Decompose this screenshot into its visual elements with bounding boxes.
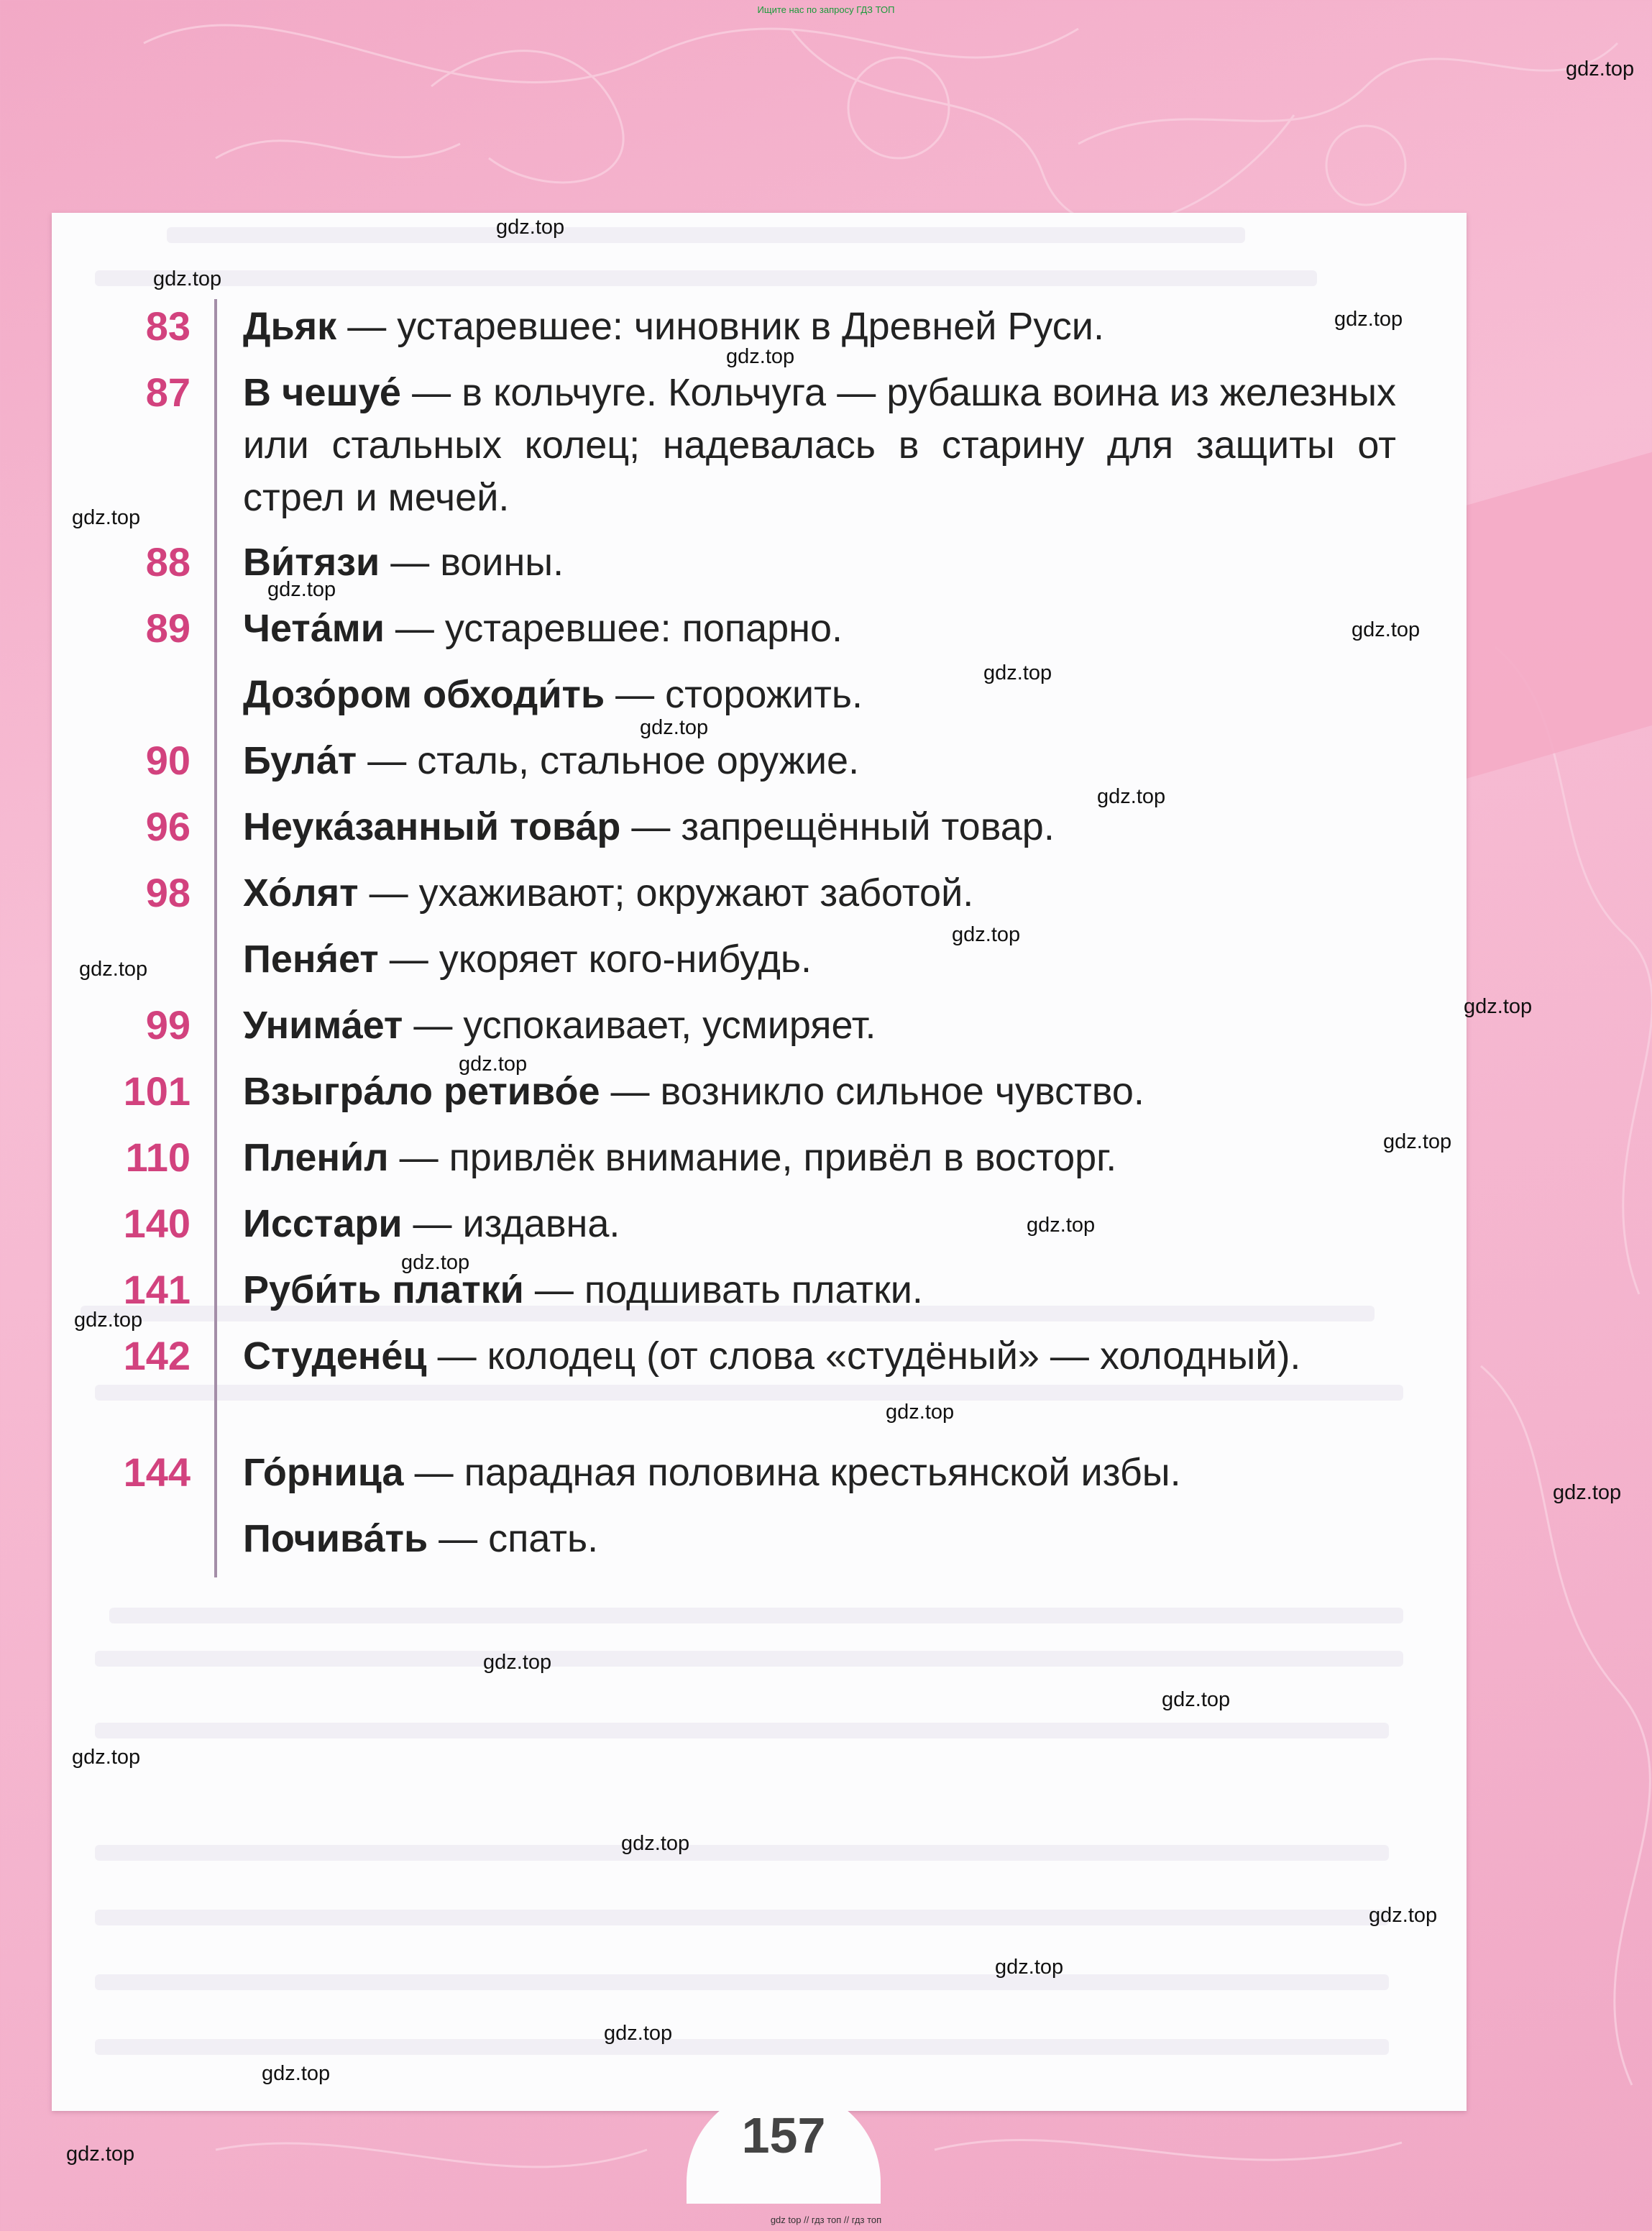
- watermark: gdz.top: [79, 958, 148, 981]
- entry-divider-line: [214, 299, 217, 1577]
- entry-definition: — сталь, стальное оружие.: [357, 739, 860, 782]
- entry-term: Исстари: [243, 1202, 403, 1245]
- watermark: gdz.top: [995, 1956, 1064, 1979]
- watermark: gdz.top: [1566, 58, 1635, 81]
- watermark: gdz.top: [401, 1251, 470, 1274]
- entry-term: Студене́ц: [243, 1334, 427, 1378]
- page-ref: 99: [145, 1002, 191, 1048]
- page-ref: 90: [145, 738, 191, 783]
- watermark: gdz.top: [640, 716, 709, 739]
- watermark: gdz.top: [72, 506, 141, 529]
- entry-definition: — сторожить.: [605, 673, 863, 716]
- watermark: gdz.top: [153, 267, 222, 290]
- page-ref: 96: [145, 804, 191, 849]
- watermark: gdz.top: [1553, 1481, 1622, 1504]
- entry-term: Го́рница: [243, 1451, 404, 1494]
- watermark: gdz.top: [886, 1401, 955, 1424]
- page-number: 157: [741, 2107, 826, 2163]
- watermark: gdz.top: [1027, 1214, 1096, 1237]
- watermark: gdz.top: [1352, 618, 1421, 641]
- watermark: gdz.top: [1334, 308, 1403, 331]
- page-ref: 140: [123, 1201, 191, 1246]
- page-ref: 89: [145, 605, 191, 651]
- entry-text: [243, 603, 1396, 655]
- entry-definition: — возникло сильное чувство.: [600, 1070, 1144, 1113]
- watermark: gdz.top: [604, 2022, 673, 2045]
- page-ref: 142: [123, 1333, 191, 1378]
- watermark: gdz.top: [1162, 1688, 1231, 1711]
- entry-definition: — укоряет кого-нибудь.: [378, 938, 812, 981]
- entry-text: [243, 1132, 1396, 1184]
- watermark: gdz.top: [72, 1746, 141, 1769]
- page-ref: 83: [145, 303, 191, 349]
- entry-term: Пеня́ет: [243, 938, 379, 981]
- entry-text: [243, 999, 1396, 1052]
- entry-definition: — издавна.: [402, 1202, 620, 1245]
- entry-definition: — парадная половина крестьянской избы.: [403, 1451, 1181, 1494]
- watermark: gdz.top: [1369, 1904, 1438, 1927]
- watermark: gdz.top: [459, 1053, 528, 1076]
- watermark: gdz.top: [621, 1832, 690, 1855]
- entry-term: Руби́ть платки́: [243, 1268, 524, 1311]
- page-ref: 110: [125, 1135, 191, 1180]
- watermark: gdz.top: [267, 578, 336, 601]
- entry-text: [243, 367, 1396, 524]
- bottom-note: gdz top // гдз топ // гдз топ: [770, 2214, 882, 2225]
- entry-definition: — привлёк внимание, привёл в восторг.: [388, 1136, 1117, 1179]
- entry-definition: — ухаживают; окружают заботой.: [358, 871, 974, 915]
- entry-text: [243, 1066, 1396, 1118]
- watermark: gdz.top: [496, 216, 565, 239]
- entry-text: [243, 669, 1396, 721]
- page-ref: 141: [123, 1267, 191, 1312]
- page-ref: 98: [145, 870, 191, 915]
- entry-text: [243, 801, 1396, 853]
- watermark: gdz.top: [983, 661, 1052, 684]
- watermark: gdz.top: [66, 2143, 135, 2166]
- entry-definition: — запрещённый товар.: [620, 805, 1055, 848]
- entry-term: Чета́ми: [243, 607, 385, 650]
- entry-term: Дьяк: [243, 305, 337, 348]
- entry-text: [243, 301, 1396, 353]
- entry-term: В чешуе́: [243, 371, 401, 414]
- entry-definition: — успокаивает, усмиряет.: [403, 1004, 876, 1047]
- entry-text: [243, 933, 1396, 986]
- entry-term: Почива́ть: [243, 1517, 428, 1560]
- entry-definition: — в кольчуге. Кольчуга — рубашка воина из железных или стальных колец; надевалась в старину для защиты от стрел и мечей.: [243, 371, 1397, 519]
- entry-term: Ви́тязи: [243, 541, 380, 584]
- entry-text: [243, 1330, 1396, 1383]
- page-ref: 101: [123, 1068, 191, 1114]
- entry-text: [243, 1447, 1396, 1499]
- entry-text: [243, 867, 1396, 920]
- watermark: gdz.top: [262, 2062, 331, 2085]
- entry-text: [243, 735, 1396, 787]
- entry-definition: — колодец (от слова «студёный» — холодный).: [426, 1334, 1301, 1378]
- watermark: gdz.top: [483, 1651, 552, 1674]
- watermark: gdz.top: [1097, 785, 1166, 808]
- entry-text: [243, 536, 1396, 589]
- watermark: gdz.top: [726, 345, 795, 368]
- entry-term: Взыгра́ло ретиво́е: [243, 1070, 600, 1113]
- entry-term: Унима́ет: [243, 1004, 403, 1047]
- watermark: gdz.top: [952, 923, 1021, 946]
- entry-term: Плени́л: [243, 1136, 389, 1179]
- entry-definition: — устаревшее: попарно.: [384, 607, 843, 650]
- entry-term: Була́т: [243, 739, 357, 782]
- watermark: gdz.top: [1464, 995, 1533, 1018]
- entry-text: [243, 1513, 1396, 1565]
- entry-text: [243, 1198, 1396, 1250]
- entry-term: Дозо́ром обходи́ть: [243, 673, 605, 716]
- page-ref: 144: [123, 1449, 191, 1495]
- watermark: gdz.top: [74, 1309, 143, 1332]
- entry-term: Неука́занный това́р: [243, 805, 621, 848]
- watermark: gdz.top: [1383, 1130, 1452, 1153]
- top-note: Ищите нас по запросу ГДЗ ТОП: [757, 4, 895, 15]
- entry-definition: — устаревшее: чиновник в Древней Руси.: [336, 305, 1104, 348]
- entry-definition: — подшивать платки.: [523, 1268, 923, 1311]
- entry-term: Хо́лят: [243, 871, 359, 915]
- page-ref: 88: [145, 539, 191, 585]
- entry-definition: — спать.: [428, 1517, 599, 1560]
- page-ref: 87: [145, 370, 191, 415]
- entry-definition: — воины.: [380, 541, 564, 584]
